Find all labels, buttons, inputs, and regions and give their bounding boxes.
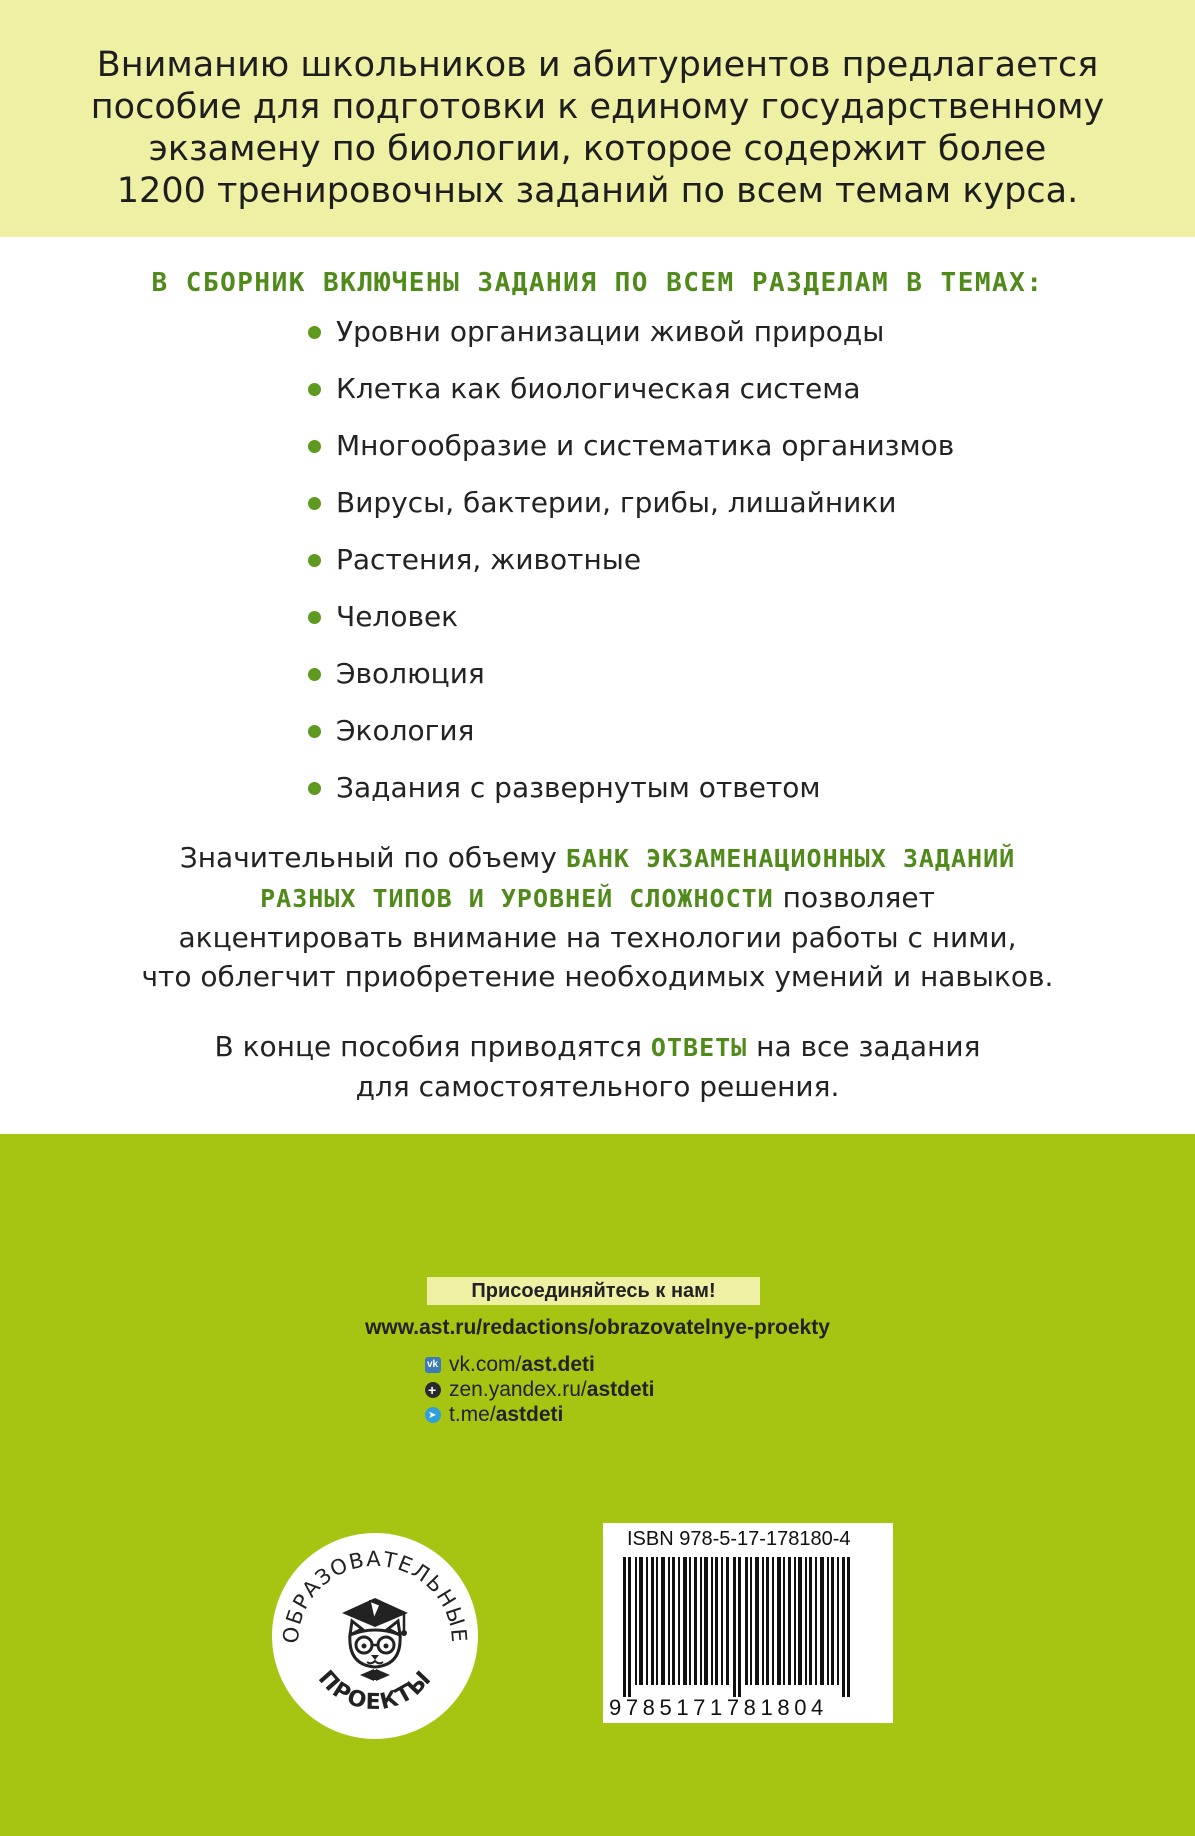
list-item <box>300 650 1100 707</box>
topic-label: Растения, животные <box>336 543 642 576</box>
topic-label: Вирусы, бактерии, грибы, лишайники <box>336 486 897 519</box>
logo-top-text: ОБРАЗОВАТЕЛЬНЫЕ <box>278 1546 472 1645</box>
topic-label: Многообразие и систематика организмов <box>336 429 955 462</box>
list-item <box>300 536 1100 593</box>
intro-line: пособие для подготовки к единому государственному <box>90 87 1105 127</box>
bank-intro-text: Значительный по объему <box>179 841 557 874</box>
bank-line-2 <box>40 878 1155 918</box>
social-prefix: vk.com/ <box>449 1353 522 1376</box>
bank-highlight-2: РАЗНЫХ ТИПОВ И УРОВНЕЙ СЛОЖНОСТИ <box>260 884 774 913</box>
topic-label: Клетка как биологическая система <box>336 372 861 405</box>
social-prefix: t.me/ <box>449 1403 496 1426</box>
bank-line-4: что облегчит приобретение необходимых умений и навыков. <box>141 960 1054 993</box>
intro-line: 1200 тренировочных заданий по всем темам курса. <box>116 171 1079 211</box>
social-link-zen[interactable] <box>425 1377 654 1402</box>
topic-label: Эволюция <box>336 657 485 690</box>
publisher-logo <box>270 1531 480 1741</box>
list-item <box>300 593 1100 650</box>
bullet-icon <box>308 326 321 339</box>
bullet-icon <box>308 611 321 624</box>
intro-line: экзамену по биологии, которое содержит более <box>148 129 1047 169</box>
topic-label: Экология <box>336 714 475 747</box>
topic-label: Человек <box>336 600 459 633</box>
bullet-icon <box>308 554 321 567</box>
barcode-block <box>603 1523 893 1723</box>
list-item <box>300 479 1100 536</box>
answers-after: на все задания <box>756 1030 981 1063</box>
intro-text <box>60 44 1135 212</box>
social-handle: ast.deti <box>521 1353 595 1376</box>
topics-list <box>300 308 1100 821</box>
list-item <box>300 764 1100 821</box>
social-link-vk[interactable] <box>425 1352 654 1377</box>
bullet-icon <box>308 668 321 681</box>
barcode-icon <box>623 1557 873 1697</box>
bank-paragraph <box>40 838 1155 996</box>
site-url-link[interactable]: www.ast.ru/redactions/obrazovatelnye-proekty <box>365 1316 830 1339</box>
bank-after-highlight: позволяет <box>782 881 935 914</box>
topic-label: Задания с развернутым ответом <box>336 771 821 804</box>
bullet-icon <box>308 725 321 738</box>
join-label: Присоединяйтесь к нам! <box>427 1277 760 1305</box>
list-item <box>300 308 1100 365</box>
bank-line-1 <box>40 838 1155 878</box>
social-link-telegram[interactable] <box>425 1402 654 1427</box>
answers-paragraph <box>40 1027 1155 1106</box>
topic-label: Уровни организации живой природы <box>336 315 885 348</box>
intro-line: Вниманию школьников и абитуриентов предлагается <box>96 45 1099 85</box>
bullet-icon <box>308 497 321 510</box>
bullet-icon <box>308 440 321 453</box>
topics-heading: В СБОРНИК ВКЛЮЧЕНЫ ЗАДАНИЯ ПО ВСЕМ РАЗДЕЛАМ В ТЕМАХ: <box>151 268 1044 298</box>
zen-icon <box>425 1382 441 1398</box>
social-handle: astdeti <box>495 1403 564 1426</box>
list-item <box>300 422 1100 479</box>
bank-highlight-1: БАНК ЭКЗАМЕНАЦИОННЫХ ЗАДАНИЙ <box>565 844 1016 873</box>
logo-bottom-text: ПРОЕКТЫ <box>313 1665 438 1716</box>
bullet-icon <box>308 782 321 795</box>
barcode-digits: 9785171781804 <box>609 1695 828 1720</box>
answers-line-1 <box>40 1027 1155 1067</box>
footer-band <box>0 1134 1195 1836</box>
answers-highlight: ОТВЕТЫ <box>650 1033 748 1062</box>
list-item <box>300 707 1100 764</box>
social-prefix: zen.yandex.ru/ <box>449 1378 587 1401</box>
isbn-label: ISBN 978-5-17-178180-4 <box>627 1528 851 1550</box>
list-item <box>300 365 1100 422</box>
social-handle: astdeti <box>586 1378 655 1401</box>
vk-icon <box>425 1357 441 1373</box>
answers-line-2: для самостоятельного решения. <box>355 1070 840 1103</box>
bank-line-3: акцентировать внимание на технологии работы с ними, <box>178 921 1017 954</box>
bullet-icon <box>308 383 321 396</box>
social-links <box>425 1352 654 1427</box>
answers-before: В конце пособия приводятся <box>214 1030 643 1063</box>
telegram-icon <box>425 1407 441 1423</box>
